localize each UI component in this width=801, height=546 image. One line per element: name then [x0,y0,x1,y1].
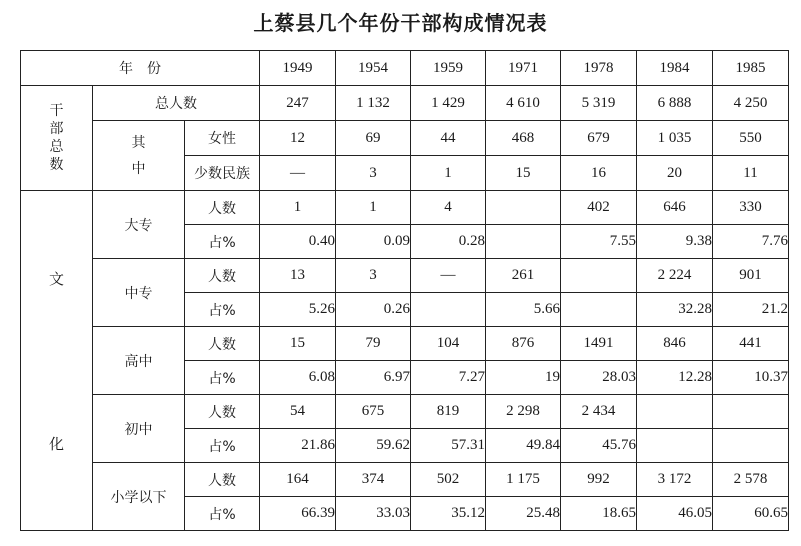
pct-value: 33.03 [336,497,411,531]
count-value: 646 [637,191,713,225]
education-level-label: 高中 [93,327,185,395]
count-value: 675 [336,395,411,429]
pct-value: 25.48 [486,497,561,531]
culture-group-label-1: 文 [48,269,64,288]
total-value: 4 610 [486,86,561,121]
pct-value [486,225,561,259]
pct-value: 7.76 [713,225,789,259]
count-value: 1491 [561,327,637,361]
count-value: 1 [336,191,411,225]
female-label: 女性 [185,121,260,156]
education-level-label: 初中 [93,395,185,463]
pct-label: 占% [185,429,260,463]
among-label-2: 中 [131,160,146,177]
pct-label: 占% [185,293,260,327]
female-value: 1 035 [637,121,713,156]
count-value: 13 [260,259,336,293]
pct-value [637,429,713,463]
year-header: 1959 [411,51,486,86]
among-cell [93,121,185,191]
pct-value: 10.37 [713,361,789,395]
pct-value: 0.40 [260,225,336,259]
minority-value: 1 [411,156,486,191]
total-row [21,86,789,121]
total-label: 总人数 [93,86,260,121]
pct-value: 6.08 [260,361,336,395]
pct-value [411,293,486,327]
count-value: 79 [336,327,411,361]
count-value: 54 [260,395,336,429]
count-value: 330 [713,191,789,225]
total-value: 6 888 [637,86,713,121]
pct-value: 28.03 [561,361,637,395]
count-label: 人数 [185,191,260,225]
culture-group-label [21,196,92,526]
pct-value [713,429,789,463]
pct-value: 5.26 [260,293,336,327]
pct-value: 32.28 [637,293,713,327]
count-value: 901 [713,259,789,293]
count-value: 2 298 [486,395,561,429]
culture-count-row [21,463,789,497]
pct-value: 0.28 [411,225,486,259]
count-value: 502 [411,463,486,497]
pct-value: 12.28 [637,361,713,395]
count-label: 人数 [185,395,260,429]
minority-value: — [260,156,336,191]
cadre-group-cell [21,86,93,191]
education-level-label: 中专 [93,259,185,327]
count-value: 819 [411,395,486,429]
pct-value: 45.76 [561,429,637,463]
pct-value: 7.27 [411,361,486,395]
minority-label: 少数民族 [185,156,260,191]
cadre-group-label: 干部总数 [49,103,64,173]
pct-value: 66.39 [260,497,336,531]
count-value: 876 [486,327,561,361]
pct-value: 9.38 [637,225,713,259]
culture-count-row [21,191,789,225]
female-value: 679 [561,121,637,156]
year-header: 1985 [713,51,789,86]
year-header: 1954 [336,51,411,86]
pct-value: 6.97 [336,361,411,395]
count-value: 261 [486,259,561,293]
pct-value: 18.65 [561,497,637,531]
pct-value: 0.09 [336,225,411,259]
count-label: 人数 [185,327,260,361]
female-value: 550 [713,121,789,156]
count-value: 2 578 [713,463,789,497]
minority-value: 16 [561,156,637,191]
count-value [486,191,561,225]
count-value: 1 [260,191,336,225]
culture-group-cell [21,191,93,531]
pct-value: 21.2 [713,293,789,327]
pct-label: 占% [185,497,260,531]
culture-count-row [21,395,789,429]
female-value: 12 [260,121,336,156]
count-value: 441 [713,327,789,361]
year-header: 1971 [486,51,561,86]
count-value: 992 [561,463,637,497]
total-value: 5 319 [561,86,637,121]
culture-count-row [21,327,789,361]
female-value: 69 [336,121,411,156]
count-value: 374 [336,463,411,497]
pct-value: 60.65 [713,497,789,531]
count-value: 3 172 [637,463,713,497]
pct-label: 占% [185,225,260,259]
pct-label: 占% [185,361,260,395]
education-level-label: 大专 [93,191,185,259]
count-value: 15 [260,327,336,361]
total-value: 1 429 [411,86,486,121]
pct-value: 49.84 [486,429,561,463]
minority-value: 3 [336,156,411,191]
count-value: — [411,259,486,293]
year-header: 1984 [637,51,713,86]
count-value: 164 [260,463,336,497]
pct-value: 0.26 [336,293,411,327]
total-value: 247 [260,86,336,121]
female-row [21,121,789,156]
education-level-label: 小学以下 [93,463,185,531]
pct-value: 7.55 [561,225,637,259]
table-title: 上蔡县几个年份干部构成情况表 [253,11,548,35]
count-value: 2 434 [561,395,637,429]
count-label: 人数 [185,259,260,293]
total-value: 4 250 [713,86,789,121]
female-value: 468 [486,121,561,156]
count-value [713,395,789,429]
pct-value: 46.05 [637,497,713,531]
pct-value: 59.62 [336,429,411,463]
culture-group-label-2: 化 [48,434,64,453]
count-value: 846 [637,327,713,361]
among-label-1: 其 [131,134,146,151]
culture-count-row [21,259,789,293]
count-value: 3 [336,259,411,293]
year-header: 1949 [260,51,336,86]
cadre-composition-table [20,50,789,531]
pct-value: 19 [486,361,561,395]
pct-value: 35.12 [411,497,486,531]
count-value: 402 [561,191,637,225]
minority-value: 11 [713,156,789,191]
count-value: 2 224 [637,259,713,293]
total-value: 1 132 [336,86,411,121]
count-value: 4 [411,191,486,225]
count-value: 104 [411,327,486,361]
count-value [561,259,637,293]
count-value [637,395,713,429]
year-label: 年 份 [21,51,260,86]
count-value: 1 175 [486,463,561,497]
pct-value [561,293,637,327]
minority-value: 20 [637,156,713,191]
female-value: 44 [411,121,486,156]
pct-value: 5.66 [486,293,561,327]
minority-value: 15 [486,156,561,191]
count-label: 人数 [185,463,260,497]
year-header: 1978 [561,51,637,86]
pct-value: 21.86 [260,429,336,463]
pct-value: 57.31 [411,429,486,463]
header-row [21,51,789,86]
